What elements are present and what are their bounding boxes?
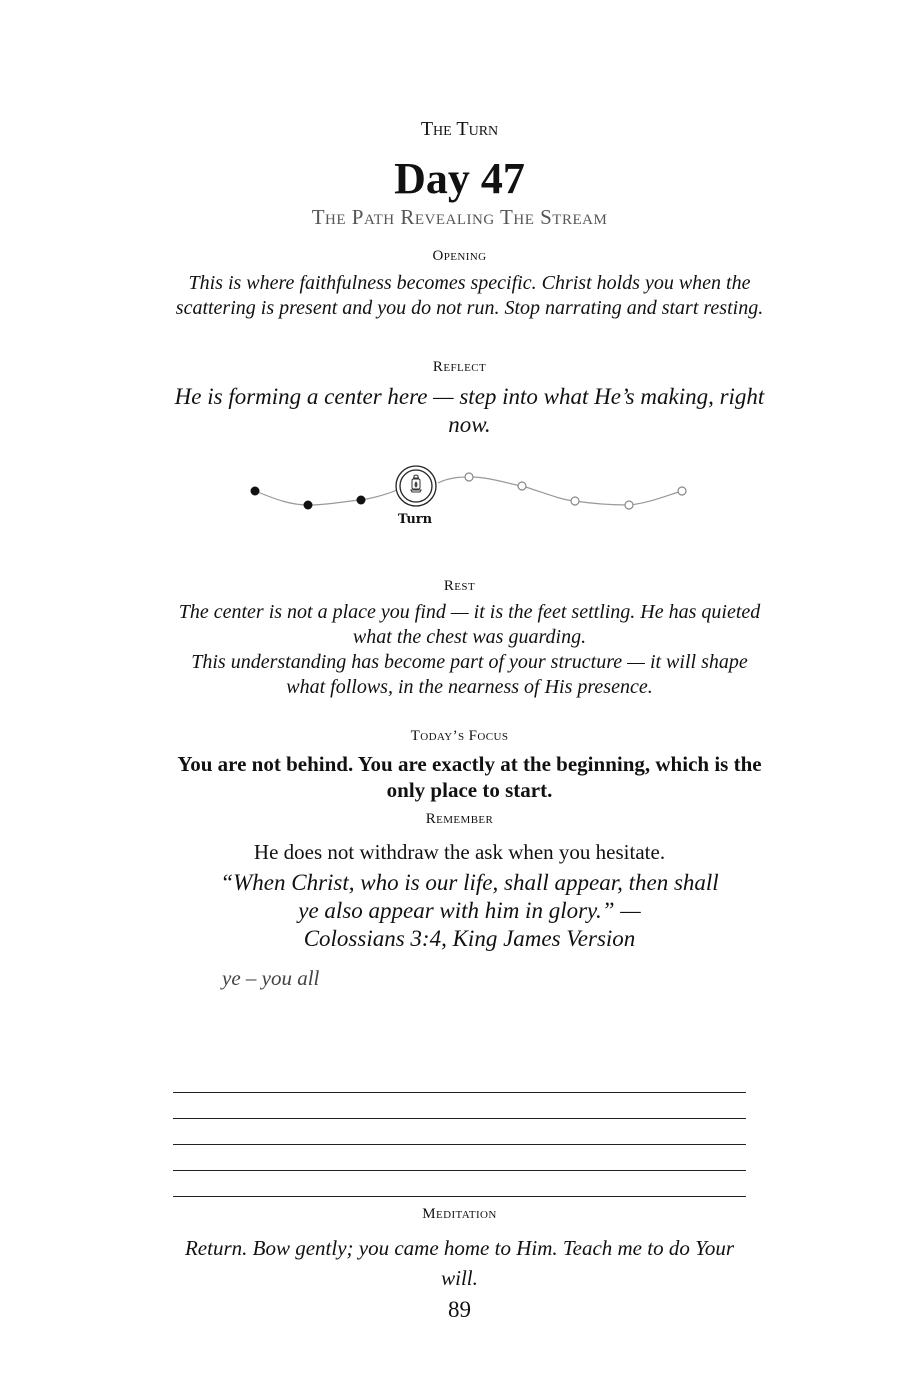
path-step-completed [357, 496, 366, 505]
scripture-line-2: ye also appear with him in glory.” — [298, 898, 641, 923]
path-current-label: Turn [397, 512, 433, 527]
day-subtitle: The Path Revealing The Stream [311, 205, 608, 229]
rest-text [172, 600, 767, 700]
path-step-remaining [571, 497, 579, 505]
reflect-text: He is forming a center here — step into what He’s making, right now. [174, 384, 765, 437]
path-step-completed [304, 501, 313, 510]
day-title: Day 47 [394, 154, 525, 203]
opening-text: This is where faithfulness becomes specific. Christ holds you when the scattering is present and you do not run. Stop narrating and start resting. [175, 272, 764, 319]
journal-line[interactable] [173, 1170, 746, 1171]
scripture-gloss: ye – you all [222, 966, 320, 990]
path-step-remaining [625, 501, 633, 509]
scripture-reference: Colossians 3:4, King James Version [303, 926, 636, 951]
rest-label: Rest [443, 578, 476, 594]
reflect-label: Reflect [432, 359, 487, 375]
journal-line[interactable] [173, 1144, 746, 1145]
rest-line-1: The center is not a place you find — it is the feet settling. He has quieted what the chest was guarding. [178, 601, 761, 648]
meditation-text: Return. Bow gently; you came home to Him. Teach me to do Your will. [184, 1236, 735, 1290]
focus-label: Today’s Focus [410, 728, 509, 744]
scripture-quote [172, 869, 767, 953]
meditation-label: Meditation [422, 1206, 497, 1222]
remember-text: He does not withdraw the ask when you hesitate. [253, 840, 666, 864]
path-step-remaining [518, 482, 526, 490]
path-step-current [396, 466, 436, 506]
journal-line[interactable] [173, 1092, 746, 1093]
page-number: 89 [448, 1297, 471, 1322]
focus-text: You are not behind. You are exactly at the beginning, which is the only place to start. [177, 752, 762, 802]
path-step-completed [251, 487, 260, 496]
journey-path [0, 455, 919, 535]
journal-line[interactable] [173, 1196, 746, 1197]
scripture-line-1: “When Christ, who is our life, shall appear, then shall [220, 870, 719, 895]
journal-line[interactable] [173, 1118, 746, 1119]
path-step-remaining [465, 473, 473, 481]
path-step-remaining [678, 487, 686, 495]
section-title: The Turn [420, 118, 499, 140]
rest-line-2: This understanding has become part of your structure — it will shape what follows, in the nearness of His presence. [191, 651, 748, 698]
remember-label: Remember [425, 811, 494, 827]
opening-label: Opening [432, 248, 487, 264]
